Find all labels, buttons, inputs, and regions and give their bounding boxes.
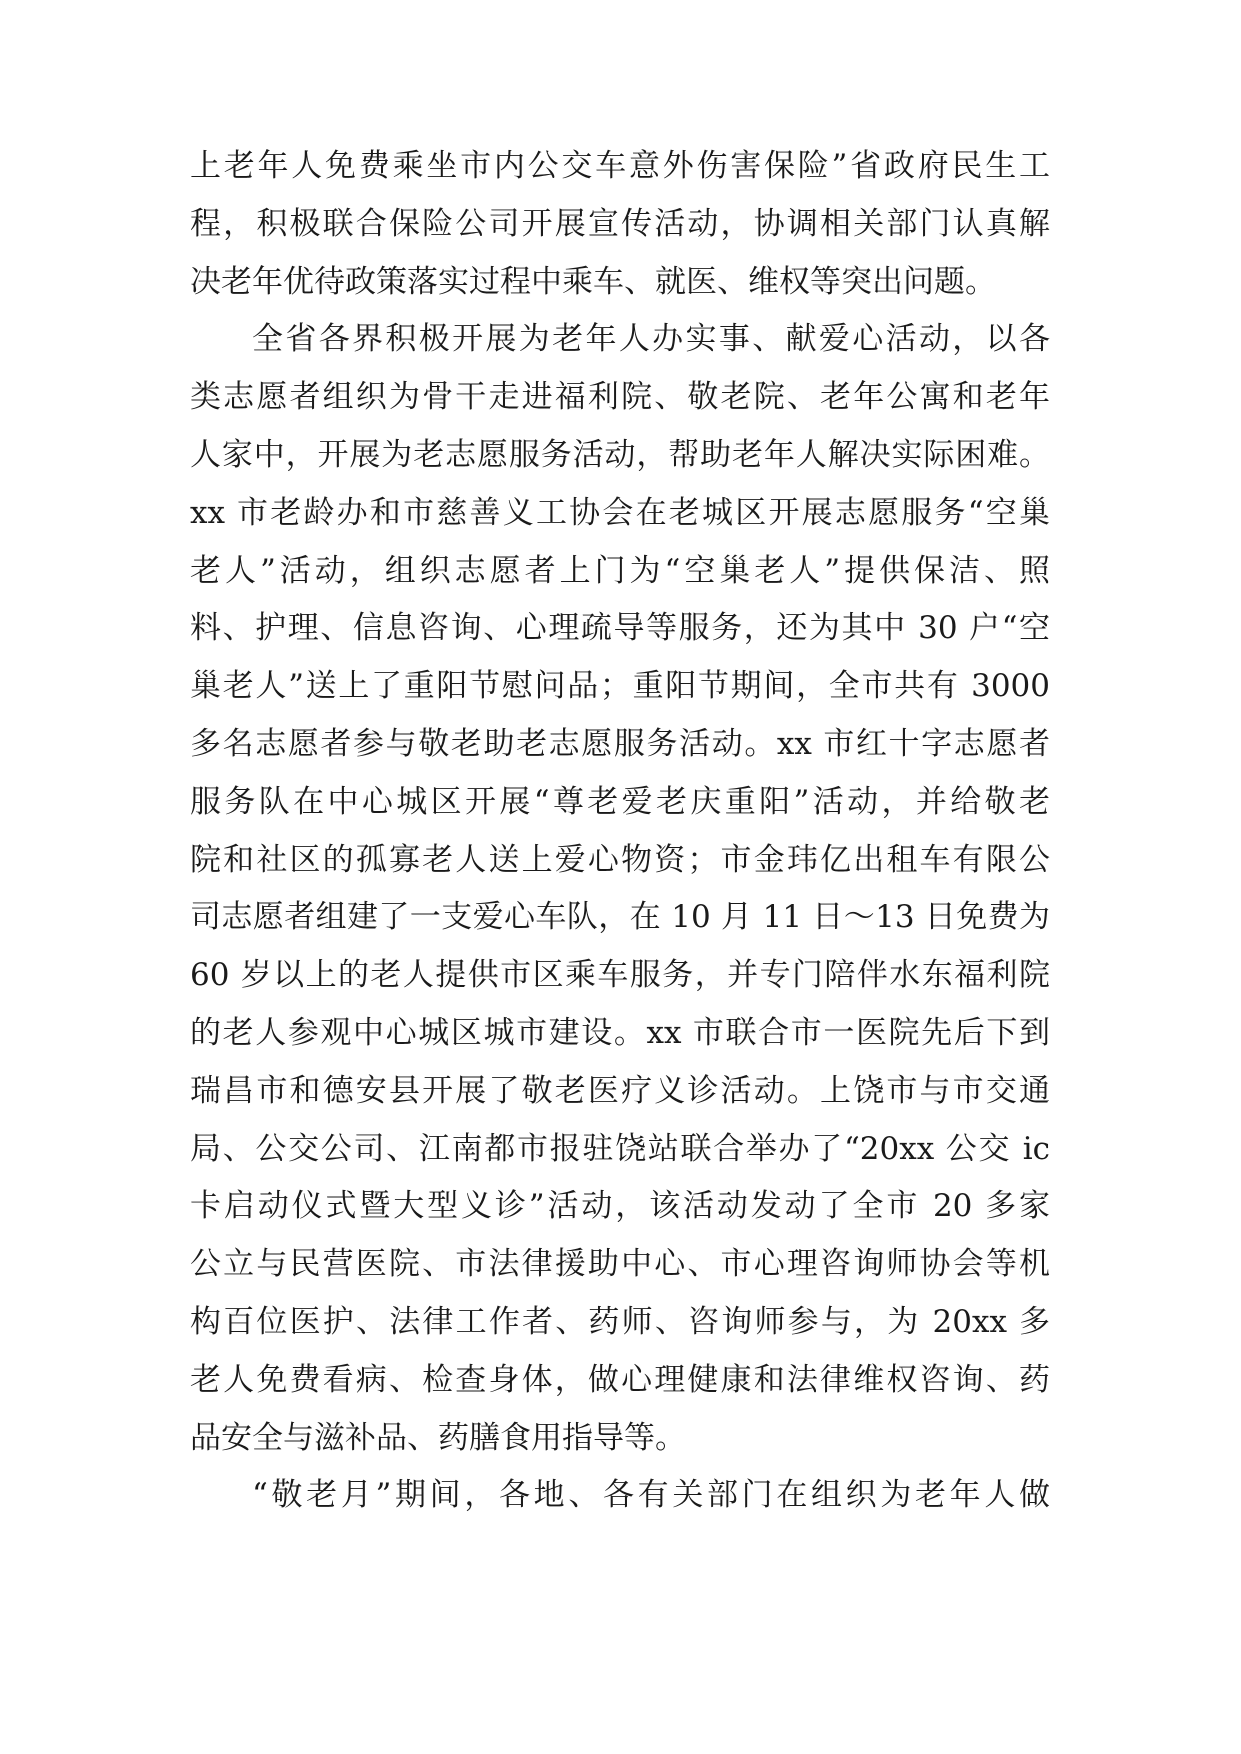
paragraph-first-line: “敬老月”期间，各地、各有关部门在组织为老年人做 — [252, 1477, 1050, 1514]
text-line: 程，积极联合保险公司开展宣传活动，协调相关部门认真解 — [190, 205, 1050, 242]
text-line: 巢老人”送上了重阳节慰问品；重阳节期间，全市共有 3000 — [190, 668, 1050, 705]
text-line: 局、公交公司、江南都市报驻饶站联合举办了“20xx 公交 ic — [190, 1130, 1050, 1167]
text-line: 60 岁以上的老人提供市区乘车服务，并专门陪伴水东福利院 — [190, 957, 1050, 994]
body-text — [190, 138, 1050, 1525]
text-line: 老人”活动，组织志愿者上门为“空巢老人”提供保洁、照 — [190, 552, 1050, 589]
text-line: 类志愿者组织为骨干走进福利院、敬老院、老年公寓和老年 — [190, 379, 1050, 416]
text-line: 老人免费看病、检查身体，做心理健康和法律维权咨询、药 — [190, 1361, 1050, 1398]
text-line: 服务队在中心城区开展“尊老爱老庆重阳”活动，并给敬老 — [190, 783, 1050, 820]
paragraph-first-line: 全省各界积极开展为老年人办实事、献爱心活动，以各 — [252, 321, 1050, 358]
text-line: 瑞昌市和德安县开展了敬老医疗义诊活动。上饶市与市交通 — [190, 1072, 1050, 1109]
text-line: 卡启动仪式暨大型义诊”活动，该活动发动了全市 20 多家 — [190, 1188, 1050, 1225]
text-line: 多名志愿者参与敬老助老志愿服务活动。xx 市红十字志愿者 — [190, 725, 1050, 762]
text-line: 品安全与滋补品、药膳食用指导等。 — [190, 1419, 686, 1456]
text-line: 料、护理、信息咨询、心理疏导等服务，还为其中 30 户“空 — [190, 610, 1050, 647]
text-line: xx 市老龄办和市慈善义工协会在老城区开展志愿服务“空巢 — [190, 494, 1050, 531]
text-line: 司志愿者组建了一支爱心车队，在 10 月 11 日～13 日免费为 — [190, 899, 1050, 936]
text-line: 构百位医护、法律工作者、药师、咨询师参与，为 20xx 多 — [190, 1303, 1050, 1340]
text-line: 院和社区的孤寡老人送上爱心物资；市金玮亿出租车有限公 — [190, 841, 1050, 878]
text-line: 的老人参观中心城区城市建设。xx 市联合市一医院先后下到 — [190, 1014, 1050, 1051]
text-line: 人家中，开展为老志愿服务活动，帮助老年人解决实际困难。 — [190, 436, 1050, 473]
text-line: 上老年人免费乘坐市内公交车意外伤害保险”省政府民生工 — [190, 148, 1050, 184]
text-line: 公立与民营医院、市法律援助中心、市心理咨询师协会等机 — [190, 1246, 1050, 1283]
text-line: 决老年优待政策落实过程中乘车、就医、维权等突出问题。 — [190, 263, 996, 300]
